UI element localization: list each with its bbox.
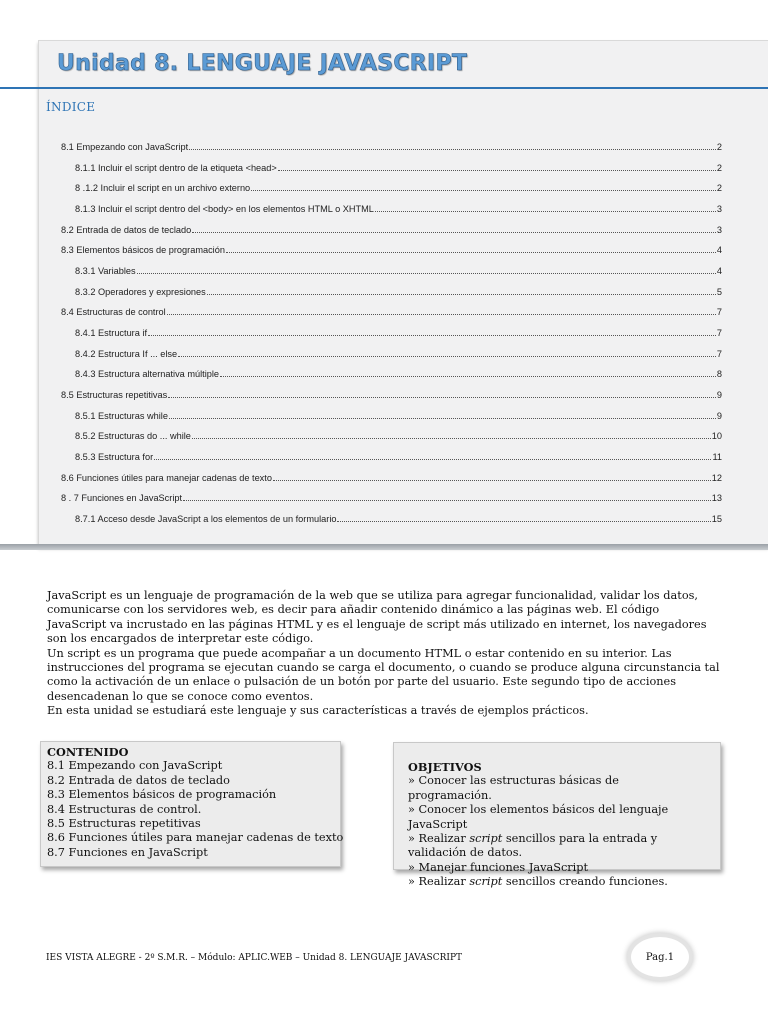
toc-entry[interactable] (61, 492, 722, 506)
toc-entry[interactable] (61, 389, 722, 403)
toc-entry[interactable] (61, 244, 722, 258)
toc-leader-dots (148, 327, 716, 336)
toc-leader-dots (273, 472, 711, 481)
toc-entry-page: 2 (716, 162, 722, 173)
toc-leader-dots (168, 389, 716, 398)
toc-entry-label: 8.5.2 Estructuras do ... while (75, 431, 191, 442)
toc-entry-label: 8.4.2 Estructura If ... else (75, 348, 178, 359)
contenido-item: 8.4 Estructuras de control. (47, 802, 202, 816)
toc-entry[interactable] (61, 472, 722, 486)
toc-entry-page: 2 (716, 142, 722, 152)
toc-entry-label: 8.3.2 Operadores y expresiones (75, 286, 206, 297)
toc-leader-dots (192, 430, 711, 439)
toc-entry-label: 8.4.3 Estructura alternativa múltiple (75, 369, 220, 380)
toc-entry-page: 5 (716, 286, 722, 297)
toc-leader-dots (220, 368, 716, 377)
intro-paragraph: En esta unidad se estudiará este lenguaje y sus características a través de ejemplos prácticos. (47, 704, 589, 718)
title-rule (0, 87, 768, 89)
toc-leader-dots (337, 513, 710, 522)
toc-entry-label: 8 . 7 Funciones en JavaScript (61, 493, 183, 504)
toc-entry-page: 7 (716, 307, 722, 318)
toc-entry-label: 8.7.1 Acceso desde JavaScript a los elementos de un formulario (75, 513, 337, 524)
contenido-item: 8.5 Estructuras repetitivas (47, 817, 201, 831)
intro-paragraph: JavaScript es un lenguaje de programación de la web que se utiliza para agregar funcionalidad, validar los datos, comunicarse con los servidores web, es decir para añadir contenido dinámico a las páginas web. El código JavaScript va incrustado en las páginas HTML y es el lenguaje de script más utilizado en internet, los navegadores son los encargados de interpretar este código. (47, 589, 707, 646)
toc-entry[interactable] (75, 265, 722, 279)
toc-entry-page: 10 (711, 431, 722, 442)
toc-entry-page: 13 (711, 493, 722, 504)
toc-entry-page: 3 (716, 203, 722, 214)
toc-entry-label: 8.1 Empezando con JavaScript (61, 142, 189, 152)
toc-leader-dots (137, 265, 716, 274)
toc-leader-dots (183, 492, 711, 501)
toc-entry-label: 8.5.1 Estructuras while (75, 410, 168, 421)
objetivo-item: » Manejar funciones JavaScript (408, 860, 589, 874)
toc-leader-dots (178, 348, 716, 357)
intro-text (47, 589, 721, 719)
objetivos-box (393, 742, 721, 889)
footer-text: IES VISTA ALEGRE - 2º S.M.R. – Módulo: APLIC.WEB – Unidad 8. LENGUAJE JAVASCRIPT (46, 953, 462, 963)
toc-entry[interactable] (61, 141, 722, 155)
unit-title: Unidad 8. LENGUAJE JAVASCRIPT (57, 51, 468, 76)
toc-entry[interactable] (61, 224, 722, 238)
panel-divider (0, 544, 768, 550)
toc-entry[interactable] (61, 306, 722, 320)
toc-entry-label: 8.3.1 Variables (75, 265, 136, 276)
toc-entry-label: 8 .1.2 Incluir el script en un archivo externo (75, 183, 251, 194)
objetivos-heading: OBJETIVOS (408, 760, 482, 774)
toc-entry-page: 9 (716, 389, 722, 400)
toc-entry-label: 8.6 Funciones útiles para manejar cadenas de texto (61, 472, 272, 483)
toc-entry-page: 7 (716, 348, 722, 359)
contenido-item: 8.1 Empezando con JavaScript (47, 759, 223, 773)
toc-entry[interactable] (75, 286, 722, 300)
toc-leader-dots (207, 286, 716, 295)
contenido-box (40, 741, 344, 867)
toc-leader-dots (192, 224, 716, 233)
toc-entry-page: 8 (716, 369, 722, 380)
toc-leader-dots (167, 306, 716, 315)
toc-leader-dots (169, 410, 716, 419)
toc-entry[interactable] (75, 368, 722, 382)
toc-entry-page: 7 (716, 327, 722, 338)
toc-entry-page: 4 (716, 265, 722, 276)
toc-entry-label: 8.3 Elementos básicos de programación (61, 245, 225, 256)
toc-leader-dots (251, 182, 716, 191)
toc-leader-dots (278, 162, 716, 171)
toc-entry-label: 8.4 Estructuras de control (61, 307, 166, 318)
toc-entry-label: 8.1.3 Incluir el script dentro del <body> en los elementos HTML o XHTML (75, 203, 374, 214)
contenido-item: 8.6 Funciones útiles para manejar cadenas de texto (47, 831, 344, 845)
toc-entry[interactable] (75, 327, 722, 341)
toc-entry-page: 15 (711, 513, 722, 524)
toc-entry[interactable] (75, 162, 722, 176)
toc-entry-page: 11 (712, 451, 722, 462)
page-number: Pag.1 (645, 951, 675, 963)
toc-entry[interactable] (75, 410, 722, 424)
toc-leader-dots (375, 203, 716, 212)
toc-leader-dots (189, 141, 716, 150)
toc-entry-page: 4 (716, 245, 722, 256)
toc-entry-label: 8.2 Entrada de datos de teclado (61, 224, 192, 235)
toc-entry[interactable] (75, 348, 722, 362)
toc-entry[interactable] (75, 513, 722, 527)
toc-entry-page: 12 (711, 472, 722, 483)
intro-paragraph: Un script es un programa que puede acompañar a un documento HTML o estar contenido en su interior. Las instrucciones del programa se ejecutan cuando se carga el documento, o cuando se produce alguna circunstancia tal como la activación de un enlace o pulsación de un botón por parte del usuario. Este segundo tipo de acciones desencadenan lo que se conoce como eventos. (47, 646, 720, 703)
contenido-item: 8.7 Funciones en JavaScript (47, 845, 208, 859)
toc-entry-label: 8.5 Estructuras repetitivas (61, 389, 168, 400)
toc-entry[interactable] (75, 203, 722, 217)
objetivo-item: » Conocer las estructuras básicas de programación. (408, 774, 619, 802)
toc-entry[interactable] (75, 430, 722, 444)
page-number-badge (631, 937, 689, 977)
objetivo-item: » Realizar script sencillos para la entrada y validación de datos. (408, 832, 658, 860)
toc-entry-page: 2 (716, 183, 722, 194)
objetivo-item: » Conocer los elementos básicos del lenguaje JavaScript (408, 803, 669, 831)
contenido-heading: CONTENIDO (47, 745, 129, 759)
toc-entry-label: 8.4.1 Estructura if (75, 327, 148, 338)
toc-entry-label: 8.5.3 Estructura for (75, 451, 154, 462)
toc-leader-dots (226, 244, 716, 253)
contenido-item: 8.3 Elementos básicos de programación (47, 788, 277, 802)
toc-entry[interactable] (75, 451, 722, 465)
toc-entry-page: 9 (716, 410, 722, 421)
objetivo-item: » Realizar script sencillos creando funciones. (408, 875, 668, 889)
toc-entry-label: 8.1.1 Incluir el script dentro de la etiqueta <head> (75, 162, 277, 173)
contenido-item: 8.2 Entrada de datos de teclado (47, 773, 230, 787)
toc-entry-page: 3 (716, 224, 722, 235)
toc-entry[interactable] (75, 182, 722, 196)
toc-leader-dots (154, 451, 711, 460)
toc-heading: ÍNDICE (46, 100, 96, 114)
